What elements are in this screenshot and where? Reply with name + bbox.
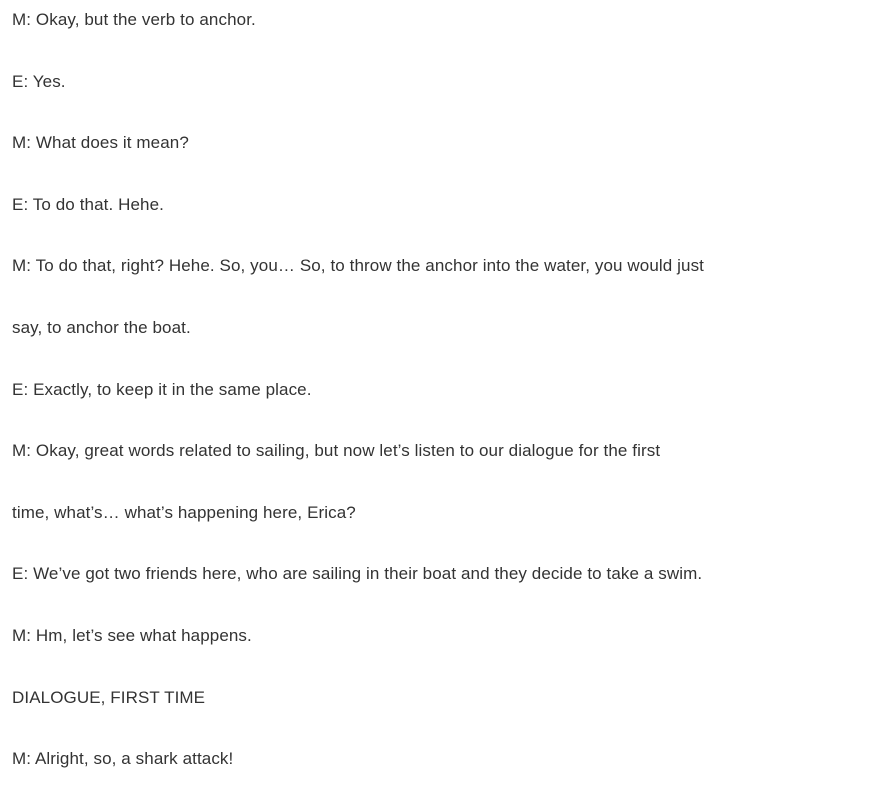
transcript-section-heading: DIALOGUE, FIRST TIME [12, 687, 206, 707]
transcript-line: M: To do that, right? Hehe. So, you… So, to throw the anchor into the water, you would just [12, 256, 705, 276]
transcript-line: M: Alright, so, a shark attack! [12, 749, 234, 769]
transcript-line: M: Hm, let’s see what happens. [12, 625, 252, 645]
transcript-line: E: We’ve got two friends here, who are sailing in their boat and they decide to take a swim. [12, 564, 703, 584]
transcript-line: time, what’s… what’s happening here, Erica? [12, 502, 356, 522]
transcript-line: E: Yes. [12, 71, 66, 91]
transcript-line: say, to anchor the boat. [12, 317, 191, 337]
transcript-line: E: Exactly, to keep it in the same place. [12, 379, 312, 399]
transcript-line: M: Okay, great words related to sailing, but now let’s listen to our dialogue for the first [12, 441, 661, 461]
transcript-line: E: To do that. Hehe. [12, 194, 164, 214]
transcript-line: M: Okay, but the verb to anchor. [12, 10, 256, 29]
transcript-line: M: What does it mean? [12, 133, 189, 153]
